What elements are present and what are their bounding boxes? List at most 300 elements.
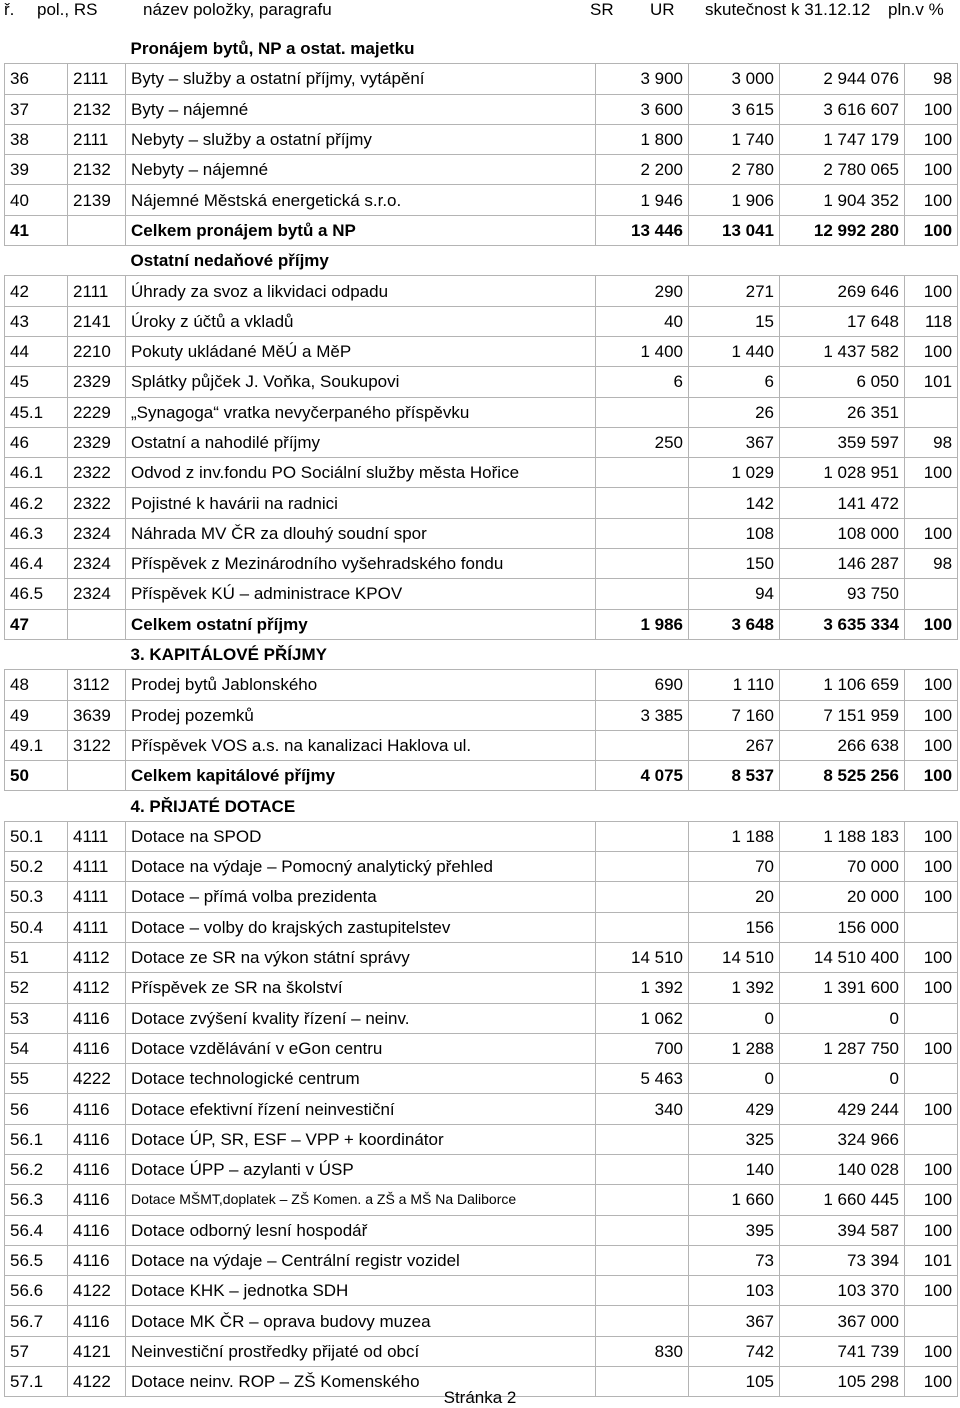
fulfillment-percent (905, 397, 958, 427)
fulfillment-percent: 100 (905, 94, 958, 124)
adjusted-budget: 103 (689, 1276, 780, 1306)
item-code: 4111 (68, 821, 126, 851)
item-name: Prodej bytů Jablonského (126, 670, 596, 700)
approved-budget: 6 (596, 367, 689, 397)
total-row (5, 761, 958, 791)
table-row (5, 912, 958, 942)
table-row (5, 1185, 958, 1215)
row-number: 39 (5, 155, 68, 185)
item-name: Dotace ÚP, SR, ESF – VPP + koordinátor (126, 1124, 596, 1154)
actual-amount: 6 050 (780, 367, 905, 397)
adjusted-budget: 8 537 (689, 761, 780, 791)
adjusted-budget: 1 029 (689, 458, 780, 488)
item-name: Nebyty – služby a ostatní příjmy (126, 124, 596, 154)
table-row (5, 488, 958, 518)
section-heading: 3. KAPITÁLOVÉ PŘÍJMY (130, 645, 327, 665)
row-number: 38 (5, 124, 68, 154)
item-code: 2210 (68, 336, 126, 366)
row-number: 56.2 (5, 1154, 68, 1184)
table-row (5, 942, 958, 972)
item-name: Dotace neinv. ROP – ZŠ Komenského (126, 1367, 596, 1397)
approved-budget: 4 075 (596, 761, 689, 791)
actual-amount: 1 904 352 (780, 185, 905, 215)
fulfillment-percent: 100 (905, 942, 958, 972)
approved-budget: 830 (596, 1336, 689, 1366)
approved-budget (596, 488, 689, 518)
section-heading-row (5, 246, 958, 276)
item-name: Celkem ostatní příjmy (126, 609, 596, 639)
row-number: 42 (5, 276, 68, 306)
actual-amount: 2 780 065 (780, 155, 905, 185)
row-number: 46 (5, 427, 68, 457)
table-row (5, 458, 958, 488)
adjusted-budget: 1 660 (689, 1185, 780, 1215)
actual-amount: 17 648 (780, 306, 905, 336)
table-row (5, 1245, 958, 1275)
approved-budget: 1 392 (596, 973, 689, 1003)
item-code (68, 609, 126, 639)
table-row (5, 427, 958, 457)
adjusted-budget: 3 648 (689, 609, 780, 639)
fulfillment-percent: 98 (905, 64, 958, 94)
item-name: Úhrady za svoz a likvidaci odpadu (126, 276, 596, 306)
adjusted-budget: 6 (689, 367, 780, 397)
fulfillment-percent: 100 (905, 730, 958, 760)
total-row (5, 609, 958, 639)
item-name: Byty – služby a ostatní příjmy, vytápění (126, 64, 596, 94)
adjusted-budget: 150 (689, 549, 780, 579)
actual-amount: 2 944 076 (780, 64, 905, 94)
fulfillment-percent: 100 (905, 124, 958, 154)
approved-budget: 13 446 (596, 215, 689, 245)
fulfillment-percent (905, 1064, 958, 1094)
row-number: 54 (5, 1033, 68, 1063)
item-name: Nájemné Městská energetická s.r.o. (126, 185, 596, 215)
item-code: 4116 (68, 1124, 126, 1154)
approved-budget: 1 946 (596, 185, 689, 215)
item-code: 2324 (68, 579, 126, 609)
fulfillment-percent: 98 (905, 549, 958, 579)
item-code: 2229 (68, 397, 126, 427)
fulfillment-percent (905, 912, 958, 942)
fulfillment-percent: 100 (905, 700, 958, 730)
table-row (5, 518, 958, 548)
actual-amount: 1 287 750 (780, 1033, 905, 1063)
row-number: 46.1 (5, 458, 68, 488)
actual-amount: 141 472 (780, 488, 905, 518)
adjusted-budget: 3 000 (689, 64, 780, 94)
item-code: 2329 (68, 367, 126, 397)
approved-budget: 14 510 (596, 942, 689, 972)
table-row (5, 670, 958, 700)
fulfillment-percent: 100 (905, 1336, 958, 1366)
actual-amount: 93 750 (780, 579, 905, 609)
row-number: 44 (5, 336, 68, 366)
item-code: 4121 (68, 1336, 126, 1366)
row-number: 49 (5, 700, 68, 730)
fulfillment-percent: 100 (905, 276, 958, 306)
item-name: Pokuty ukládané MěÚ a MěP (126, 336, 596, 366)
approved-budget: 3 385 (596, 700, 689, 730)
actual-amount: 429 244 (780, 1094, 905, 1124)
table-row (5, 973, 958, 1003)
row-number: 41 (5, 215, 68, 245)
actual-amount: 3 616 607 (780, 94, 905, 124)
adjusted-budget: 1 110 (689, 670, 780, 700)
table-row (5, 549, 958, 579)
fulfillment-percent: 100 (905, 1215, 958, 1245)
approved-budget (596, 1185, 689, 1215)
section-heading-row (5, 34, 958, 64)
fulfillment-percent (905, 1124, 958, 1154)
item-name: Dotace MK ČR – oprava budovy muzea (126, 1306, 596, 1336)
adjusted-budget: 156 (689, 912, 780, 942)
row-number: 45 (5, 367, 68, 397)
item-name: Dotace technologické centrum (126, 1064, 596, 1094)
section-heading-row (5, 639, 958, 669)
item-code: 4112 (68, 973, 126, 1003)
approved-budget: 1 062 (596, 1003, 689, 1033)
approved-budget: 40 (596, 306, 689, 336)
adjusted-budget: 0 (689, 1003, 780, 1033)
table-row (5, 1094, 958, 1124)
item-code: 4116 (68, 1003, 126, 1033)
approved-budget (596, 518, 689, 548)
item-name: Ostatní a nahodilé příjmy (126, 427, 596, 457)
row-number: 50 (5, 761, 68, 791)
row-number: 56.5 (5, 1245, 68, 1275)
item-name: Celkem kapitálové příjmy (126, 761, 596, 791)
actual-amount: 70 000 (780, 852, 905, 882)
approved-budget (596, 549, 689, 579)
adjusted-budget: 70 (689, 852, 780, 882)
fulfillment-percent: 100 (905, 609, 958, 639)
actual-amount: 0 (780, 1003, 905, 1033)
item-code: 4116 (68, 1306, 126, 1336)
item-name: Nebyty – nájemné (126, 155, 596, 185)
table-row (5, 1064, 958, 1094)
adjusted-budget: 395 (689, 1215, 780, 1245)
fulfillment-percent (905, 1003, 958, 1033)
item-code: 4116 (68, 1185, 126, 1215)
table-row (5, 882, 958, 912)
item-name: Byty – nájemné (126, 94, 596, 124)
adjusted-budget: 15 (689, 306, 780, 336)
item-code: 2141 (68, 306, 126, 336)
actual-amount: 359 597 (780, 427, 905, 457)
row-number: 51 (5, 942, 68, 972)
item-code: 4116 (68, 1154, 126, 1184)
actual-amount: 20 000 (780, 882, 905, 912)
item-name: Odvod z inv.fondu PO Sociální služby města Hořice (126, 458, 596, 488)
adjusted-budget: 3 615 (689, 94, 780, 124)
row-number: 56 (5, 1094, 68, 1124)
row-number: 48 (5, 670, 68, 700)
table-row (5, 64, 958, 94)
item-name: Dotace na výdaje – Pomocný analytický přehled (126, 852, 596, 882)
adjusted-budget: 267 (689, 730, 780, 760)
total-row (5, 215, 958, 245)
adjusted-budget: 140 (689, 1154, 780, 1184)
approved-budget (596, 397, 689, 427)
actual-amount: 741 739 (780, 1336, 905, 1366)
approved-budget: 3 600 (596, 94, 689, 124)
table-row (5, 1276, 958, 1306)
adjusted-budget: 1 288 (689, 1033, 780, 1063)
fulfillment-percent: 100 (905, 185, 958, 215)
item-code: 4116 (68, 1245, 126, 1275)
section-heading-row (5, 791, 958, 821)
fulfillment-percent: 100 (905, 1276, 958, 1306)
item-name: Dotace odborný lesní hospodář (126, 1215, 596, 1245)
actual-amount: 367 000 (780, 1306, 905, 1336)
adjusted-budget: 26 (689, 397, 780, 427)
fulfillment-percent: 100 (905, 852, 958, 882)
approved-budget: 690 (596, 670, 689, 700)
adjusted-budget: 1 392 (689, 973, 780, 1003)
fulfillment-percent: 100 (905, 155, 958, 185)
table-row (5, 1033, 958, 1063)
actual-amount: 146 287 (780, 549, 905, 579)
item-code: 2329 (68, 427, 126, 457)
header-sr: SR (590, 0, 614, 19)
fulfillment-percent: 100 (905, 336, 958, 366)
adjusted-budget: 742 (689, 1336, 780, 1366)
fulfillment-percent (905, 488, 958, 518)
row-number: 37 (5, 94, 68, 124)
table-row (5, 579, 958, 609)
item-code: 4111 (68, 882, 126, 912)
row-number: 43 (5, 306, 68, 336)
row-number: 45.1 (5, 397, 68, 427)
approved-budget (596, 1215, 689, 1245)
section-heading: 4. PŘIJATÉ DOTACE (130, 796, 296, 816)
adjusted-budget: 1 440 (689, 336, 780, 366)
item-name: Pojistné k havárii na radnici (126, 488, 596, 518)
actual-amount: 14 510 400 (780, 942, 905, 972)
approved-budget (596, 579, 689, 609)
table-row (5, 852, 958, 882)
table-row (5, 1215, 958, 1245)
adjusted-budget: 1 906 (689, 185, 780, 215)
item-name: Dotace ze SR na výkon státní správy (126, 942, 596, 972)
item-code: 4116 (68, 1215, 126, 1245)
row-number: 46.3 (5, 518, 68, 548)
table-row (5, 397, 958, 427)
item-code: 3112 (68, 670, 126, 700)
actual-amount: 1 437 582 (780, 336, 905, 366)
actual-amount: 269 646 (780, 276, 905, 306)
adjusted-budget: 367 (689, 1306, 780, 1336)
table-row (5, 94, 958, 124)
item-name: Dotace efektivní řízení neinvestiční (126, 1094, 596, 1124)
item-code: 4112 (68, 942, 126, 972)
item-name: Dotace vzdělávání v eGon centru (126, 1033, 596, 1063)
row-number: 53 (5, 1003, 68, 1033)
fulfillment-percent: 100 (905, 215, 958, 245)
row-number: 50.3 (5, 882, 68, 912)
item-name: Dotace – volby do krajských zastupitelstev (126, 912, 596, 942)
row-number: 56.1 (5, 1124, 68, 1154)
fulfillment-percent: 100 (905, 518, 958, 548)
actual-amount: 73 394 (780, 1245, 905, 1275)
row-number: 46.2 (5, 488, 68, 518)
adjusted-budget: 108 (689, 518, 780, 548)
item-code: 4222 (68, 1064, 126, 1094)
row-number: 56.3 (5, 1185, 68, 1215)
item-name: Příspěvek KÚ – administrace KPOV (126, 579, 596, 609)
item-code: 2139 (68, 185, 126, 215)
table-row (5, 730, 958, 760)
actual-amount: 266 638 (780, 730, 905, 760)
actual-amount: 7 151 959 (780, 700, 905, 730)
item-code: 2111 (68, 64, 126, 94)
fulfillment-percent (905, 579, 958, 609)
item-name: Splátky půjček J. Voňka, Soukupovi (126, 367, 596, 397)
row-number: 36 (5, 64, 68, 94)
item-name: Prodej pozemků (126, 700, 596, 730)
item-name: Dotace – přímá volba prezidenta (126, 882, 596, 912)
approved-budget: 250 (596, 427, 689, 457)
item-code: 2322 (68, 458, 126, 488)
header-nazev: název položky, paragrafu (143, 0, 332, 19)
approved-budget: 1 986 (596, 609, 689, 639)
fulfillment-percent: 100 (905, 973, 958, 1003)
item-name: Náhrada MV ČR za dlouhý soudní spor (126, 518, 596, 548)
actual-amount: 1 391 600 (780, 973, 905, 1003)
row-number: 46.4 (5, 549, 68, 579)
approved-budget (596, 1245, 689, 1275)
table-row (5, 1336, 958, 1366)
approved-budget: 340 (596, 1094, 689, 1124)
approved-budget: 290 (596, 276, 689, 306)
table-row (5, 1154, 958, 1184)
item-code: 3122 (68, 730, 126, 760)
actual-amount: 108 000 (780, 518, 905, 548)
actual-amount: 1 660 445 (780, 1185, 905, 1215)
table-row (5, 1306, 958, 1336)
adjusted-budget: 0 (689, 1064, 780, 1094)
adjusted-budget: 1 740 (689, 124, 780, 154)
actual-amount: 1 106 659 (780, 670, 905, 700)
row-number: 56.4 (5, 1215, 68, 1245)
table-row (5, 700, 958, 730)
table-row (5, 367, 958, 397)
budget-table (4, 34, 958, 1397)
actual-amount: 8 525 256 (780, 761, 905, 791)
approved-budget (596, 821, 689, 851)
row-number: 52 (5, 973, 68, 1003)
actual-amount: 26 351 (780, 397, 905, 427)
item-code (68, 761, 126, 791)
item-code: 2322 (68, 488, 126, 518)
actual-amount: 324 966 (780, 1124, 905, 1154)
approved-budget (596, 730, 689, 760)
adjusted-budget: 2 780 (689, 155, 780, 185)
approved-budget: 3 900 (596, 64, 689, 94)
fulfillment-percent: 101 (905, 367, 958, 397)
adjusted-budget: 429 (689, 1094, 780, 1124)
fulfillment-percent: 100 (905, 670, 958, 700)
actual-amount: 0 (780, 1064, 905, 1094)
actual-amount: 156 000 (780, 912, 905, 942)
actual-amount: 140 028 (780, 1154, 905, 1184)
fulfillment-percent: 101 (905, 1245, 958, 1275)
header-plneni: pln.v % (888, 0, 944, 19)
item-code: 2324 (68, 549, 126, 579)
table-row (5, 124, 958, 154)
adjusted-budget: 13 041 (689, 215, 780, 245)
fulfillment-percent: 98 (905, 427, 958, 457)
approved-budget (596, 882, 689, 912)
adjusted-budget: 271 (689, 276, 780, 306)
adjusted-budget: 142 (689, 488, 780, 518)
item-name: Dotace zvýšení kvality řízení – neinv. (126, 1003, 596, 1033)
item-name: Příspěvek VOS a.s. na kanalizaci Haklova ul. (126, 730, 596, 760)
approved-budget: 1 400 (596, 336, 689, 366)
item-name: Dotace KHK – jednotka SDH (126, 1276, 596, 1306)
approved-budget (596, 1154, 689, 1184)
item-name: Příspěvek ze SR na školství (126, 973, 596, 1003)
table-row (5, 1124, 958, 1154)
table-row (5, 306, 958, 336)
item-code: 4122 (68, 1367, 126, 1397)
section-heading: Ostatní nedaňové příjmy (130, 251, 329, 271)
fulfillment-percent: 100 (905, 882, 958, 912)
table-row (5, 1003, 958, 1033)
actual-amount: 394 587 (780, 1215, 905, 1245)
table-row (5, 336, 958, 366)
actual-amount: 3 635 334 (780, 609, 905, 639)
fulfillment-percent: 100 (905, 1185, 958, 1215)
approved-budget: 700 (596, 1033, 689, 1063)
item-name: Dotace na SPOD (126, 821, 596, 851)
item-name: Dotace na výdaje – Centrální registr vozidel (126, 1245, 596, 1275)
header-pol: pol., RS (37, 0, 98, 19)
actual-amount: 12 992 280 (780, 215, 905, 245)
fulfillment-percent: 100 (905, 1367, 958, 1397)
item-code: 2111 (68, 276, 126, 306)
row-number: 50.1 (5, 821, 68, 851)
row-number: 50.2 (5, 852, 68, 882)
item-code: 2132 (68, 94, 126, 124)
adjusted-budget: 73 (689, 1245, 780, 1275)
item-name: Příspěvek z Mezinárodního vyšehradského fondu (126, 549, 596, 579)
item-code: 2324 (68, 518, 126, 548)
fulfillment-percent: 118 (905, 306, 958, 336)
row-number: 46.5 (5, 579, 68, 609)
header-r: ř. (4, 0, 15, 19)
item-name: „Synagoga“ vratka nevyčerpaného příspěvku (126, 397, 596, 427)
header-ur: UR (650, 0, 675, 19)
fulfillment-percent: 100 (905, 761, 958, 791)
actual-amount: 1 028 951 (780, 458, 905, 488)
item-name: Úroky z účtů a vkladů (126, 306, 596, 336)
approved-budget (596, 1306, 689, 1336)
item-code: 4111 (68, 912, 126, 942)
row-number: 56.7 (5, 1306, 68, 1336)
item-name: Neinvestiční prostředky přijaté od obcí (126, 1336, 596, 1366)
table-row (5, 276, 958, 306)
section-heading: Pronájem bytů, NP a ostat. majetku (130, 39, 415, 59)
item-name: Celkem pronájem bytů a NP (126, 215, 596, 245)
approved-budget (596, 458, 689, 488)
adjusted-budget: 1 188 (689, 821, 780, 851)
row-number: 55 (5, 1064, 68, 1094)
table-row (5, 155, 958, 185)
fulfillment-percent: 100 (905, 1154, 958, 1184)
item-code: 2132 (68, 155, 126, 185)
